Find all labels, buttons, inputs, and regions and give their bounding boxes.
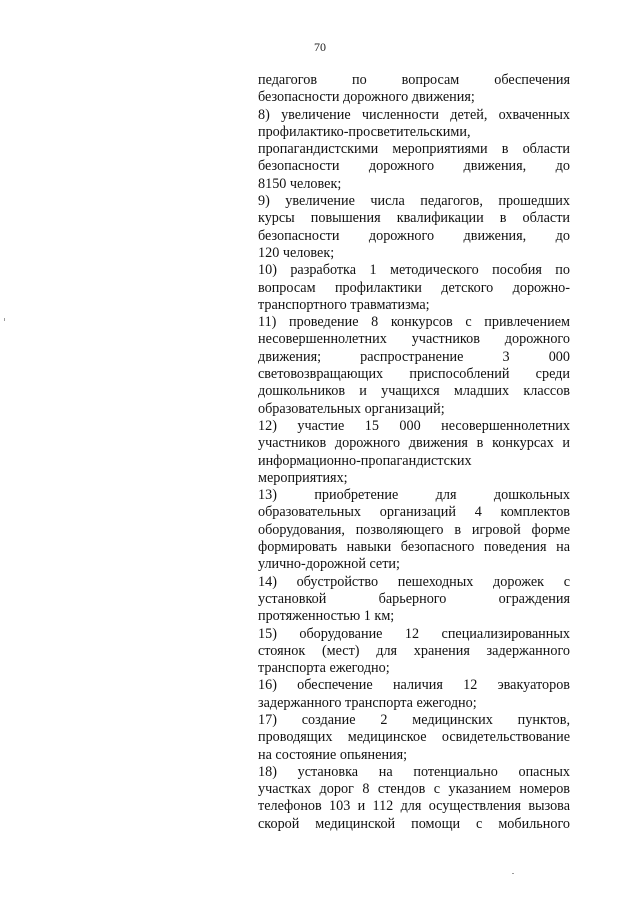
text-line: установкой барьерного ограждения [258,590,570,607]
text-line: протяженностью 1 км; [258,608,395,625]
text-line: вопросам профилактики детского дорожно- [258,279,570,296]
text-line: образовательных организаций; [258,400,445,417]
text-line: 9) увеличение числа педагогов, прошедших [258,193,570,210]
text-line: 17) создание 2 медицинских пунктов, [258,711,570,728]
text-line: участников дорожного движения в конкурсах и [258,435,570,452]
text-line: 120 человек; [258,244,335,261]
text-line: участках дорог 8 стендов с указанием номеров [258,781,570,798]
text-line: курсы повышения квалификации в области [258,210,570,227]
scan-mark [4,318,5,321]
text-line: скорой медицинской помощи с мобильного [258,815,570,832]
text-line: движения; распространение 3 000 [258,348,570,365]
text-line: дошкольников и учащихся младших классов [258,383,570,400]
text-line: педагогов по вопросам обеспечения [258,72,570,88]
page-number: 70 [314,40,326,54]
text-line: 12) участие 15 000 несовершеннолетних [258,417,570,434]
text-line: проводящих медицинское освидетельствование [258,729,570,746]
text-line: мероприятиях; [258,469,348,486]
text-line: формировать навыки безопасного поведения на [258,539,570,556]
text-line: 14) обустройство пешеходных дорожек с [258,573,570,590]
text-line: световозвращающих приспособлений среди [258,366,570,383]
text-line: стоянок (мест) для хранения задержанного [258,642,570,659]
text-line: 10) разработка 1 методического пособия по [258,262,570,279]
text-line: 16) обеспечение наличия 12 эвакуаторов [258,677,570,694]
text-line: профилактико-просветительскими, [258,123,471,140]
text-line: задержанного транспорта ежегодно; [258,694,477,711]
text-line: пропагандистскими мероприятиями в области [258,141,570,158]
text-line: телефонов 103 и 112 для осуществления вызова [258,798,570,815]
text-line: безопасности дорожного движения, до [258,227,570,244]
text-line: 8150 человек; [258,175,342,192]
body-text-column [258,72,570,833]
text-line: транспортного травматизма; [258,296,430,313]
text-line: 13) приобретение для дошкольных [258,487,570,504]
text-line: транспорта ежегодно; [258,660,390,677]
text-line: оборудования, позволяющего в игровой форме [258,521,570,538]
text-line: 8) увеличение численности детей, охваченных [258,106,570,123]
text-line: несовершеннолетних участников дорожного [258,331,570,348]
text-line: на состояние опьянения; [258,746,408,763]
text-line: образовательных организаций 4 комплектов [258,504,570,521]
text-line: 15) оборудование 12 специализированных [258,625,570,642]
scan-mark [512,873,514,874]
text-line: 18) установка на потенциально опасных [258,763,570,780]
text-line: улично-дорожной сети; [258,556,400,573]
text-line: безопасности дорожного движения, до [258,158,570,175]
text-line: информационно-пропагандистских [258,452,472,469]
text-line: безопасности дорожного движения; [258,89,475,106]
text-line: 11) проведение 8 конкурсов с привлечением [258,314,570,331]
